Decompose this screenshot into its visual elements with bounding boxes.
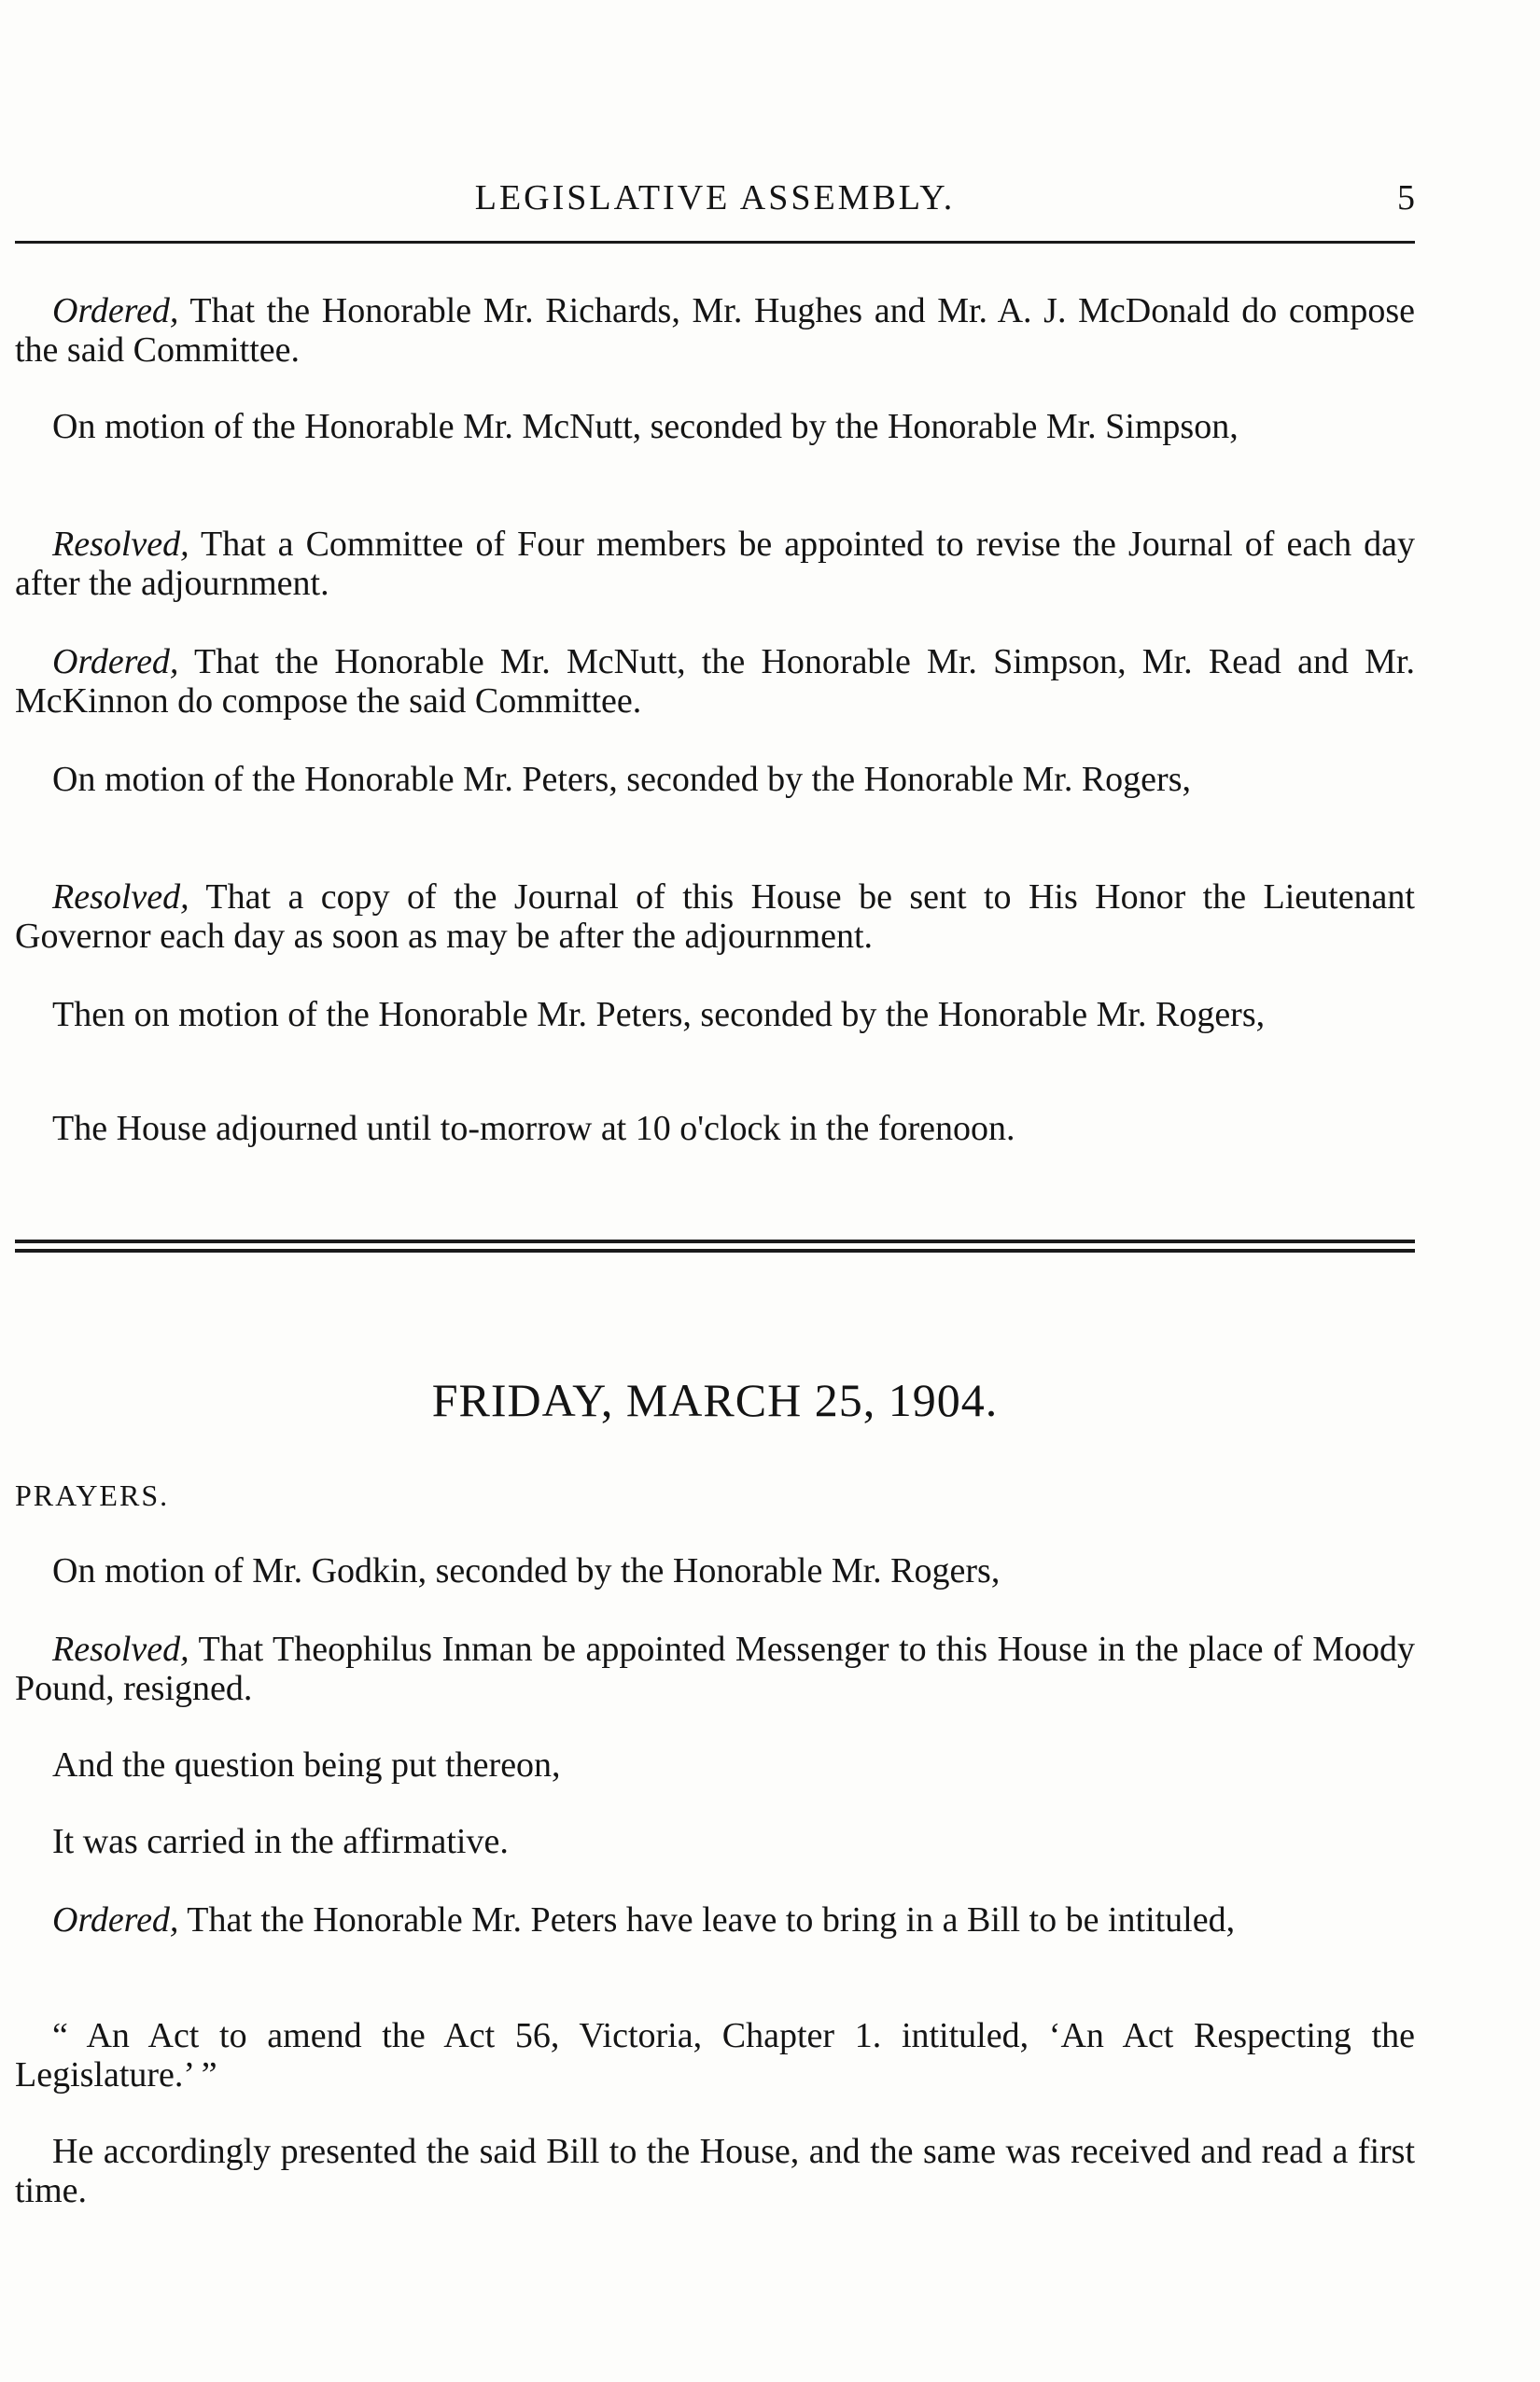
page-title: LEGISLATIVE ASSEMBLY. xyxy=(474,178,956,217)
paragraph-text: He accordingly presented the said Bill to the House, and the same was received and read a first time. xyxy=(15,2132,1415,2210)
paragraph-carried xyxy=(15,1822,1415,1861)
prayers-label: PRAYERS. xyxy=(15,1478,170,1512)
lead-word: Ordered, xyxy=(52,1900,179,1940)
paragraph-bill-title xyxy=(15,2016,1415,2095)
paragraph-text: That a copy of the Journal of this House be sent to His Honor the Lieutenant Governor each day as soon as may be after the adjournment. xyxy=(15,877,1415,956)
paragraph-text: That the Honorable Mr. Richards, Mr. Hughes and Mr. A. J. McDonald do compose the said Committee. xyxy=(15,291,1415,370)
paragraph-text: That the Honorable Mr. Peters have leave to bring in a Bill to be intituled, xyxy=(187,1900,1236,1940)
paragraph-motion-peters xyxy=(15,760,1415,799)
header-rule xyxy=(15,241,1415,244)
paragraph-text: On motion of the Honorable Mr. McNutt, seconded by the Honorable Mr. Simpson, xyxy=(52,407,1239,446)
paragraph-motion-mcnutt xyxy=(15,407,1415,446)
paragraph-text: Then on motion of the Honorable Mr. Peters, seconded by the Honorable Mr. Rogers, xyxy=(52,995,1266,1034)
paragraph-text: That a Committee of Four members be appointed to revise the Journal of each day after the adjournment. xyxy=(15,525,1415,603)
lead-word: Resolved, xyxy=(52,525,189,564)
paragraph-question-put xyxy=(15,1745,1415,1785)
paragraph-ordered-journal-committee xyxy=(15,642,1415,721)
paragraph-text: That the Honorable Mr. McNutt, the Honorable Mr. Simpson, Mr. Read and Mr. McKinnon do compose the said Committee. xyxy=(15,642,1415,721)
paragraph-text: On motion of the Honorable Mr. Peters, seconded by the Honorable Mr. Rogers, xyxy=(52,760,1191,799)
lead-word: Resolved, xyxy=(52,877,189,917)
paragraph-resolved-journal-copy xyxy=(15,877,1415,956)
paragraph-resolved-committee-of-four xyxy=(15,525,1415,603)
paragraph-ordered-bill-leave xyxy=(15,1900,1415,1940)
paragraph-text: And the question being put thereon, xyxy=(52,1745,561,1785)
lead-word: Ordered, xyxy=(52,291,179,330)
paragraph-text: It was carried in the affirmative. xyxy=(52,1822,509,1861)
paragraph-resolved-messenger xyxy=(15,1630,1415,1708)
paragraph-text: That Theophilus Inman be appointed Messenger to this House in the place of Moody Pound, resigned. xyxy=(15,1630,1415,1708)
section-divider xyxy=(15,1240,1415,1253)
paragraph-text: On motion of Mr. Godkin, seconded by the Honorable Mr. Rogers, xyxy=(52,1551,1001,1590)
paragraph-ordered-committee xyxy=(15,291,1415,370)
paragraph-bill-presented xyxy=(15,2132,1415,2210)
page-number: 5 xyxy=(1397,178,1415,217)
paragraph-motion-godkin xyxy=(15,1551,1415,1590)
paragraph-house-adjourned xyxy=(15,1109,1415,1148)
lead-word: Ordered, xyxy=(52,642,179,681)
paragraph-text: “ An Act to amend the Act 56, Victoria, Chapter 1. intituled, ‘An Act Respecting the Legislature.’ ” xyxy=(15,2016,1415,2095)
date-heading: FRIDAY, MARCH 25, 1904. xyxy=(431,1374,999,1426)
running-head xyxy=(15,170,1415,226)
paragraph-then-on-motion xyxy=(15,995,1415,1034)
paragraph-text: The House adjourned until to-morrow at 10 o'clock in the forenoon. xyxy=(52,1109,1015,1148)
lead-word: Resolved, xyxy=(52,1630,189,1669)
